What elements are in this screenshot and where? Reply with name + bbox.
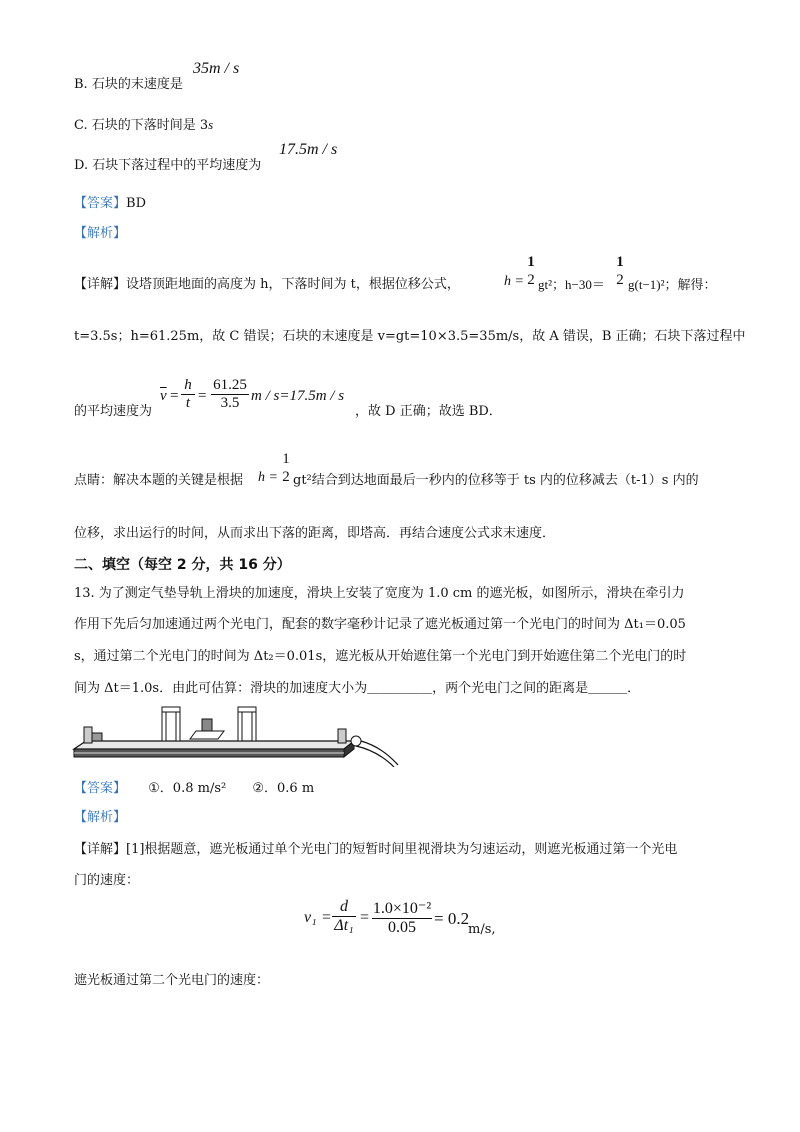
numeric-fraction: 61.25 3.5 (211, 377, 249, 412)
eq1-fraction: 1 2 (527, 254, 535, 288)
eq2-fraction: 1 2 (616, 254, 624, 288)
eq-unit: m/s, (468, 922, 496, 937)
option-c-text: C. 石块的下落时间是 3s (74, 117, 214, 133)
tip-rhs: gt²结合到达地面最后一秒内的位移等于 ts 内的位移减去（t-1）s 内的 (293, 473, 699, 488)
eq-result: = 0.2 (434, 909, 470, 928)
tip-prefix: 点睛：解决本题的关键是根据 (74, 473, 244, 488)
option-b-value: 35m / s (193, 60, 240, 77)
eq-sign-2: = (198, 388, 207, 404)
eq-v1: v₁ (304, 909, 317, 926)
numeric-fraction-2: 1.0×10⁻² 0.05 (372, 900, 432, 936)
eq-sign-3: = (322, 909, 332, 926)
detail-13-line3: 遮光板通过第二个光电门的速度： (74, 973, 270, 988)
d-over-dt-fraction: d Δt₁ (332, 898, 356, 935)
q13-line1: 13. 为了测定气垫导轨上滑块的加速度，滑块上安装了宽度为 1.0 cm 的遮光板，如图所示，滑块在牵引力 (74, 586, 685, 601)
detail-13-line1: 【详解】[1]根据题意，遮光板通过单个光电门的短暂时间里视滑块为匀速运动，则遮光板通过第一个光电 (74, 842, 678, 857)
q13-line4: 间为 Δt＝1.0s．由此可估算：滑块的加速度大小为＿＿＿＿＿，两个光电门之间的距离是＿＿＿． (74, 681, 641, 696)
tip-line2: 位移，求出运行的时间，从而求出下落的距离，即塔高．再结合速度公式求末速度． (74, 526, 556, 541)
analysis-label-12: 【解析】 (74, 226, 127, 241)
q13-line3: s，通过第二个光电门的时间为 Δt₂＝0.01s，遮光板从开始遮住第一个光电门到开始遮住第二个光电门的时 (74, 649, 687, 664)
answer-12: 【答案】BD (74, 196, 146, 211)
avg-velocity-symbol: $\overline{v}$ (160, 388, 167, 404)
option-b-text: B. 石块的末速度是 (74, 77, 183, 92)
eq-sign-4: = (360, 909, 370, 926)
analysis-label-13: 【解析】 (74, 810, 127, 825)
detail-12-line3-suffix: ，故 D 正确；故选 BD． (355, 404, 502, 419)
section-2-title: 二、填空（每空 2 分，共 16 分） (74, 557, 291, 573)
detail-12-line3-prefix: 的平均速度为 (74, 404, 153, 419)
detail-13-line2: 门的速度： (74, 873, 140, 888)
answer-13: 【答案】 ①．0.8 m/s² ②．0.6 m (74, 781, 315, 796)
detail-12-line1: 【详解】设塔顶距地面的高度为 h，下落时间为 t，根据位移公式， (74, 277, 460, 292)
detail-12-line2: t=3.5s；h=61.25m，故 C 错误；石块的末速度是 v=gt=10×3.5=35m/s，故 A 错误，B 正确；石块下落过程中 (74, 329, 746, 344)
q13-line2: 作用下先后匀加速通过两个光电门，配套的数字毫秒计记录了遮光板通过第一个光电门的时间为 Δt₁＝0.05 (74, 617, 686, 632)
avg-velocity-result: m / s=17.5m / s (251, 388, 345, 404)
tip-h: h = (258, 470, 278, 485)
h-over-t-fraction: h t (181, 377, 195, 412)
eq2-rhs: g(t−1)²；解得： (628, 277, 717, 292)
option-d-value: 17.5m / s (279, 141, 338, 158)
tip-fraction: 1 2 (282, 451, 290, 485)
eq-sign-1: = (170, 388, 179, 404)
eq1-rhs: gt²；h−30＝ (538, 277, 605, 292)
air-track-diagram (72, 705, 402, 767)
eq1-lhs: h = (504, 274, 524, 289)
option-d-text: D. 石块下落过程中的平均速度为 (74, 158, 262, 173)
